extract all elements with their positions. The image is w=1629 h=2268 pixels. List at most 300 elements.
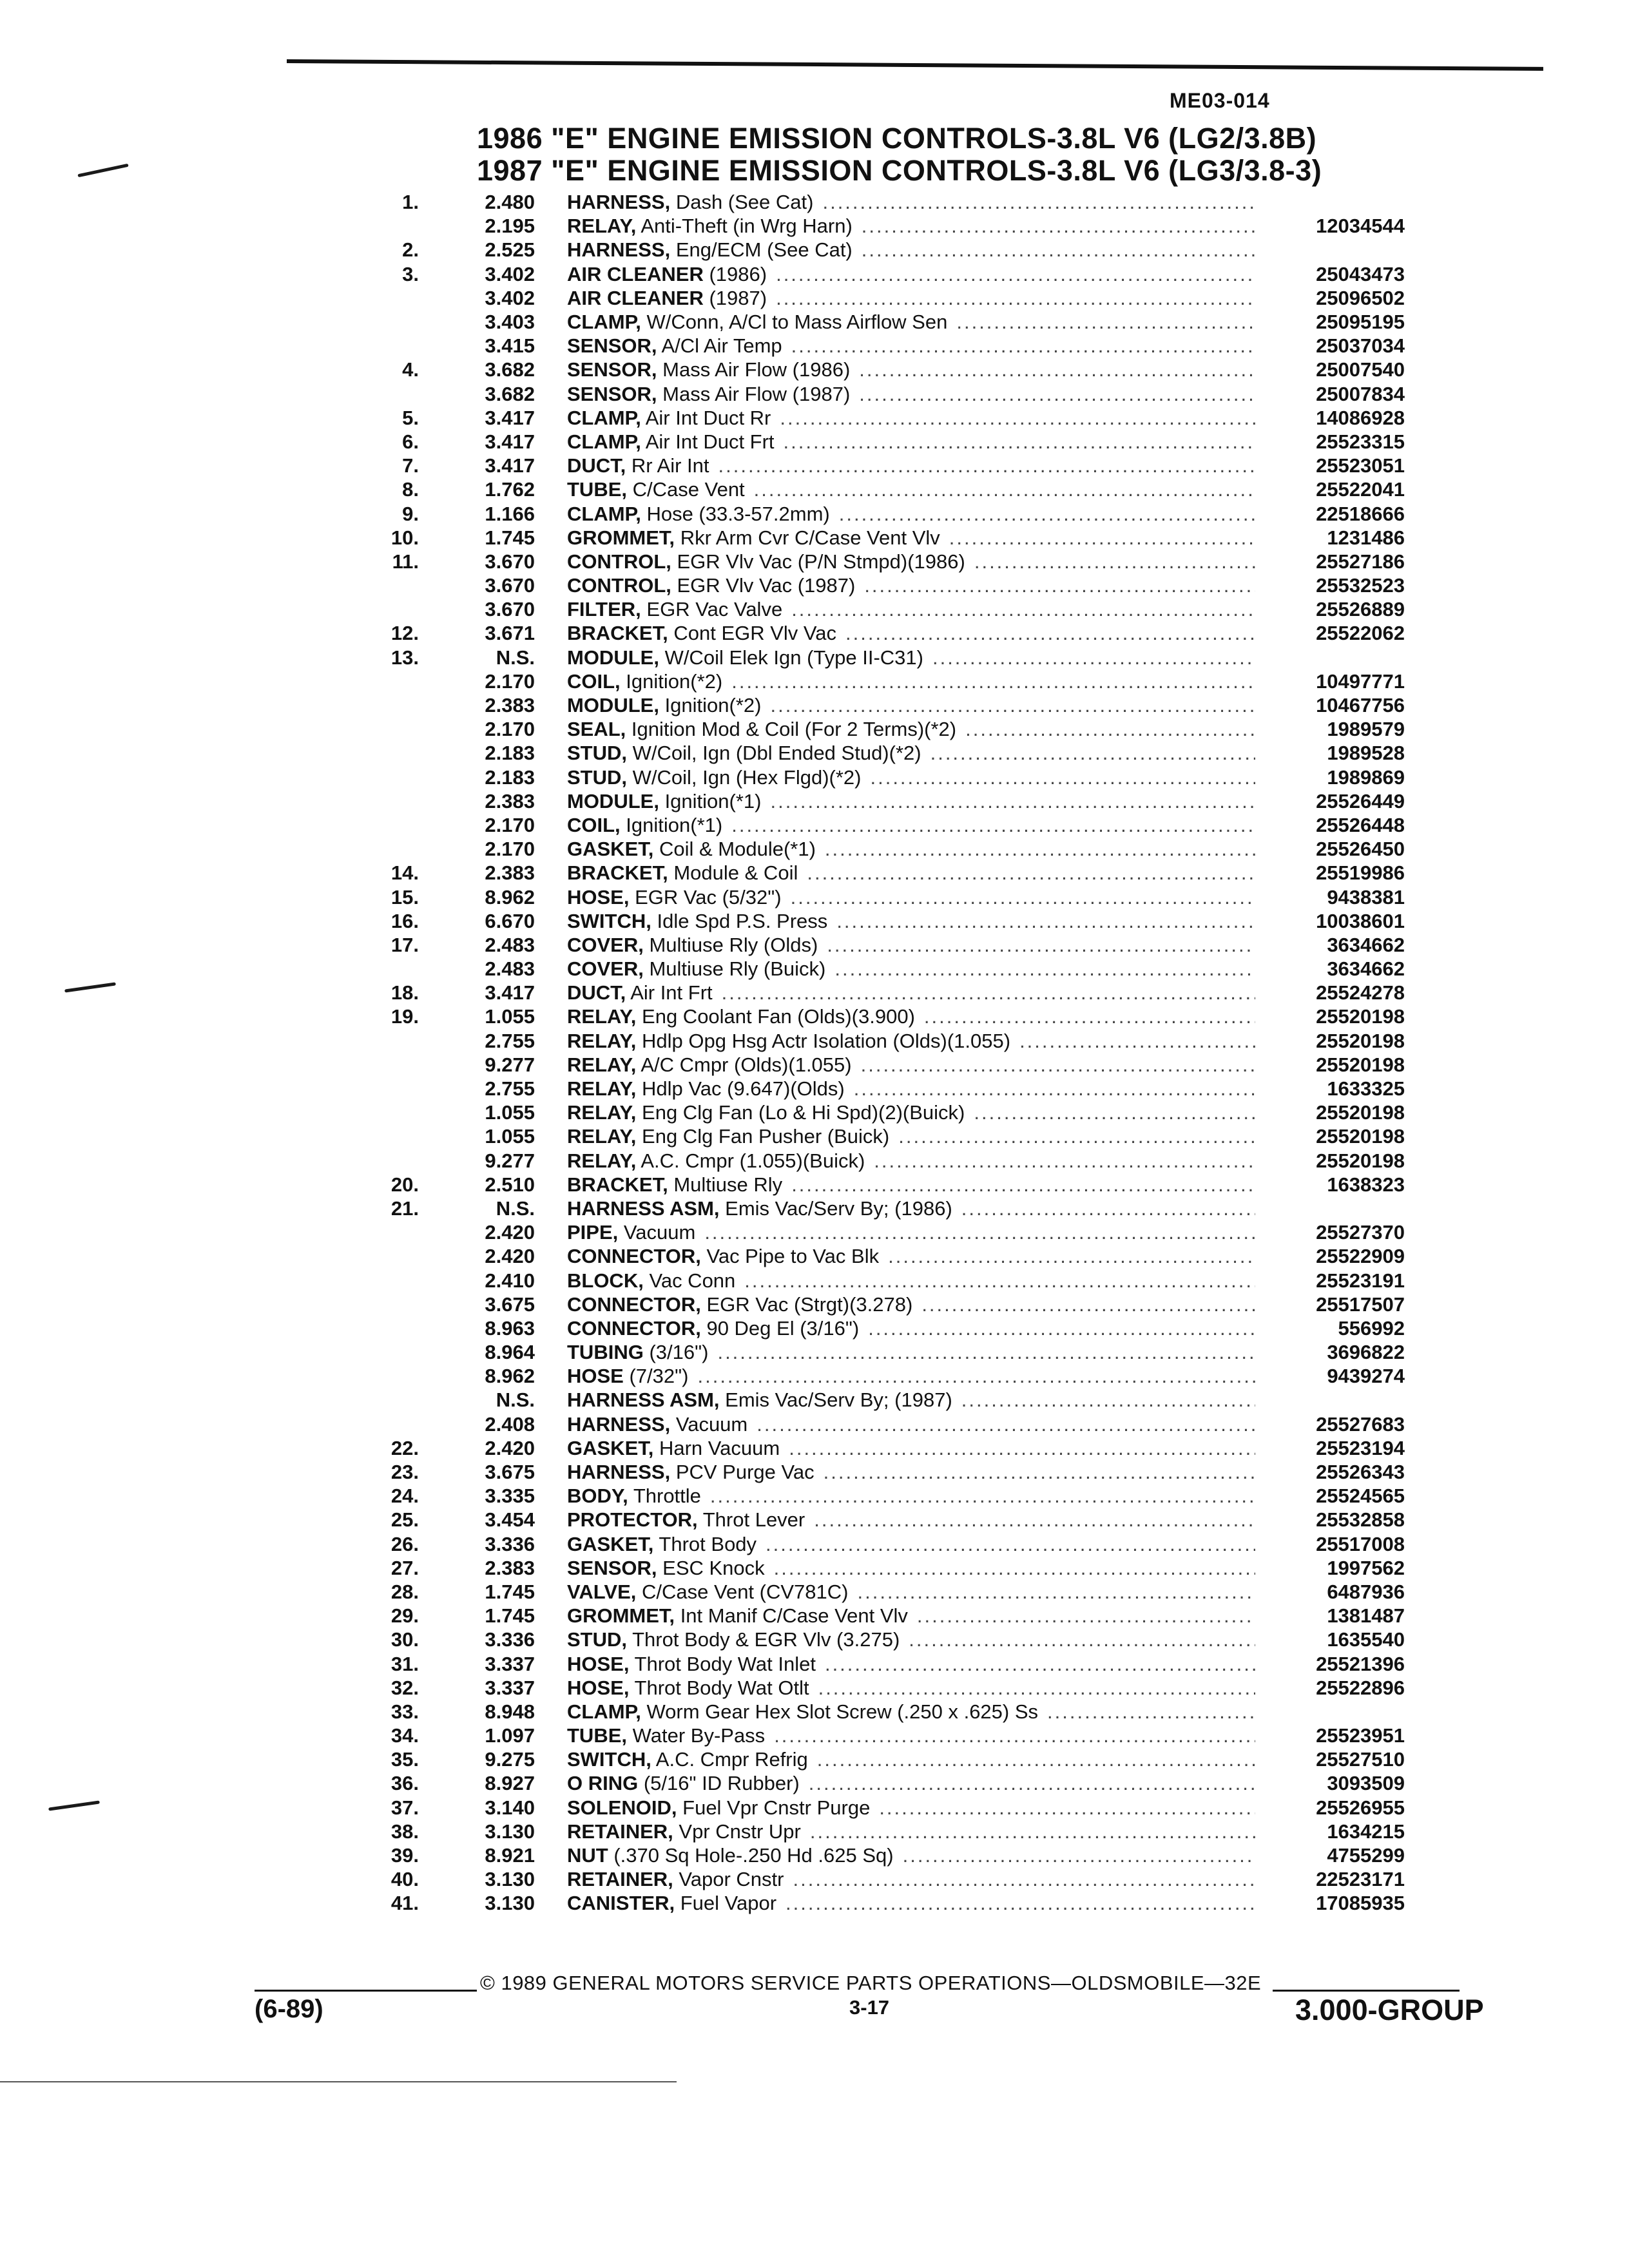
part-number: 1635540: [1327, 1628, 1405, 1651]
part-description: [567, 1484, 1255, 1508]
part-name: CLAMP,: [567, 311, 641, 334]
part-description: [567, 1293, 1255, 1316]
part-name: HARNESS,: [567, 1461, 671, 1484]
table-row: [348, 334, 1405, 358]
leader-dots: [813, 190, 1255, 214]
group-number: 1.745: [485, 1604, 535, 1628]
part-detail: Harn Vacuum: [659, 1436, 780, 1459]
part-number: 1633325: [1327, 1077, 1405, 1100]
part-name: SENSOR,: [567, 1556, 657, 1579]
group-number: 2.195: [485, 215, 535, 238]
group-number: 1.055: [485, 1125, 535, 1148]
table-row: [348, 1077, 1405, 1100]
leader-dots: [900, 1628, 1255, 1651]
part-description: [567, 190, 1255, 214]
part-detail: Vapor Cnstr: [679, 1868, 784, 1891]
group-number: N.S.: [496, 1389, 535, 1412]
ref-number: 30.: [390, 1628, 419, 1651]
group-number: 2.483: [485, 957, 535, 981]
ref-number: 2.: [402, 238, 419, 262]
group-number: 8.927: [485, 1772, 535, 1795]
part-detail: (1986): [709, 262, 767, 285]
part-description: [567, 1149, 1255, 1173]
ref-number: 36.: [390, 1772, 419, 1795]
part-description: [567, 597, 1255, 621]
leader-dots: [775, 430, 1255, 454]
part-name: GASKET,: [567, 1532, 654, 1555]
part-name: SWITCH,: [567, 909, 651, 932]
part-detail: Hose (33.3-57.2mm): [646, 502, 830, 525]
date-code: (6-89): [255, 1995, 323, 2023]
leader-dots: [771, 406, 1255, 430]
part-number: 25522909: [1316, 1245, 1405, 1268]
part-name: TUBE,: [567, 1724, 627, 1747]
part-number: 25522896: [1316, 1676, 1405, 1699]
part-number: 25524565: [1316, 1485, 1405, 1508]
leader-dots: [816, 1652, 1255, 1676]
group-number: 1.055: [485, 1101, 535, 1124]
part-number: 1989528: [1327, 742, 1405, 765]
part-name: HOSE,: [567, 1676, 630, 1699]
leader-dots: [761, 693, 1255, 717]
group-number: 2.755: [485, 1077, 535, 1100]
leader-dots: [747, 1412, 1255, 1436]
group-number: 8.921: [485, 1844, 535, 1867]
part-description: [567, 1867, 1255, 1891]
table-row: [348, 861, 1405, 885]
table-row: [348, 646, 1405, 669]
part-detail: (.370 Sq Hole-.250 Hd .625 Sq): [613, 1844, 894, 1867]
group-number: 2.170: [485, 718, 535, 741]
part-detail: Vpr Cnstr Upr: [679, 1820, 801, 1843]
part-name: MODULE,: [567, 789, 659, 812]
group-number: 3.417: [485, 981, 535, 1004]
part-name: PIPE,: [567, 1221, 619, 1244]
part-number: 1997562: [1327, 1556, 1405, 1579]
leader-dots: [853, 238, 1255, 262]
part-number: 25526450: [1316, 838, 1405, 861]
leader-dots: [965, 1100, 1255, 1124]
part-description: [567, 1700, 1255, 1724]
table-row: [348, 981, 1405, 1004]
part-number: 9438381: [1327, 885, 1405, 908]
part-description: [567, 981, 1255, 1004]
leader-dots: [722, 669, 1255, 693]
ref-number: 8.: [402, 478, 419, 501]
part-description: [567, 1747, 1255, 1771]
part-number: 25517008: [1316, 1532, 1405, 1555]
group-number: 2.410: [485, 1269, 535, 1292]
table-row: [348, 1364, 1405, 1388]
leader-dots: [915, 1004, 1255, 1028]
part-number: 25520198: [1316, 1125, 1405, 1148]
part-number: 25523194: [1316, 1436, 1405, 1459]
part-description: [567, 502, 1255, 526]
ref-number: 31.: [390, 1652, 419, 1675]
leader-dots: [830, 502, 1255, 526]
ref-number: 1.: [402, 191, 419, 214]
part-number: 25527370: [1316, 1221, 1405, 1244]
part-name: BODY,: [567, 1485, 628, 1508]
part-number: 3634662: [1327, 957, 1405, 981]
top-rule: [287, 59, 1543, 71]
part-description: [567, 1004, 1255, 1028]
part-detail: Vacuum: [623, 1221, 696, 1244]
part-name: GROMMET,: [567, 1604, 675, 1628]
part-detail: Ignition Mod & Coil (For 2 Terms)(*2): [631, 718, 957, 741]
part-detail: Emis Vac/Serv By; (1987): [725, 1389, 952, 1412]
part-number: 1231486: [1327, 526, 1405, 549]
part-number: 3634662: [1327, 933, 1405, 956]
table-row: [348, 1891, 1405, 1915]
part-description: [567, 885, 1255, 909]
part-detail: Anti-Theft (in Wrg Harn): [641, 215, 853, 238]
part-name: RELAY,: [567, 215, 637, 238]
part-name: GROMMET,: [567, 526, 675, 549]
leader-dots: [701, 1484, 1255, 1508]
leader-dots: [801, 1820, 1255, 1843]
part-name: AIR CLEANER: [567, 286, 704, 309]
part-description: [567, 741, 1255, 765]
part-number: 22518666: [1316, 502, 1405, 525]
part-name: COIL,: [567, 669, 621, 693]
leader-dots: [825, 957, 1255, 981]
table-row: [348, 789, 1405, 813]
part-name: O RING: [567, 1772, 639, 1795]
part-detail: (5/16" ID Rubber): [643, 1772, 800, 1795]
leader-dots: [850, 358, 1255, 381]
part-description: [567, 837, 1255, 861]
part-description: [567, 1771, 1255, 1795]
part-detail: Air Int Frt: [630, 981, 713, 1004]
ref-number: 10.: [390, 526, 419, 549]
ref-number: 22.: [390, 1436, 419, 1459]
group-number: 3.670: [485, 598, 535, 621]
part-name: PROTECTOR,: [567, 1508, 698, 1532]
ref-number: 40.: [390, 1868, 419, 1891]
part-detail: Throt Body Wat Inlet: [634, 1652, 816, 1675]
part-name: CONNECTOR,: [567, 1245, 701, 1268]
part-description: [567, 1820, 1255, 1843]
part-detail: Emis Vac/Serv By; (1986): [725, 1196, 952, 1220]
part-name: CANISTER,: [567, 1892, 675, 1915]
leader-dots: [889, 1124, 1255, 1148]
part-number: 25519986: [1316, 861, 1405, 885]
part-detail: A.C. Cmpr Refrig: [655, 1748, 808, 1771]
part-number: 3093509: [1327, 1772, 1405, 1795]
part-detail: Ignition(*1): [664, 789, 762, 812]
part-name: RELAY,: [567, 1125, 637, 1148]
leader-dots: [782, 597, 1255, 621]
table-row: [348, 1484, 1405, 1508]
leader-dots: [908, 1604, 1255, 1628]
part-description: [567, 430, 1255, 454]
leader-dots: [815, 1460, 1255, 1484]
leader-dots: [952, 1388, 1255, 1412]
leader-dots: [782, 334, 1255, 358]
part-name: SEAL,: [567, 718, 626, 741]
table-row: [348, 1820, 1405, 1843]
part-detail: Rkr Arm Cvr C/Case Vent Vlv: [680, 526, 940, 549]
group-number: 2.383: [485, 789, 535, 812]
part-number: 25532523: [1316, 574, 1405, 597]
part-number: 25523951: [1316, 1724, 1405, 1747]
part-description: [567, 334, 1255, 358]
part-name: CLAMP,: [567, 406, 641, 429]
part-description: [567, 1269, 1255, 1293]
ref-number: 37.: [390, 1796, 419, 1819]
table-row: [348, 1747, 1405, 1771]
part-description: [567, 358, 1255, 381]
group-number: 1.762: [485, 478, 535, 501]
part-description: [567, 957, 1255, 981]
table-row: [348, 501, 1405, 525]
leader-dots: [848, 1580, 1255, 1604]
ref-number: 16.: [390, 909, 419, 932]
part-detail: Water By-Pass: [632, 1724, 766, 1747]
part-detail: A.C. Cmpr (1.055)(Buick): [641, 1149, 865, 1172]
table-row: [348, 1412, 1405, 1436]
leader-dots: [850, 382, 1255, 406]
table-row: [348, 238, 1405, 262]
part-name: CONTROL,: [567, 574, 671, 597]
group-number: 2.170: [485, 813, 535, 836]
group-number: 2.420: [485, 1221, 535, 1244]
part-description: [567, 1244, 1255, 1268]
ref-number: 18.: [390, 981, 419, 1004]
part-description: [567, 813, 1255, 837]
part-name: CONNECTOR,: [567, 1316, 701, 1340]
table-row: [348, 1388, 1405, 1412]
part-number: 25526955: [1316, 1796, 1405, 1819]
ref-number: 9.: [402, 502, 419, 525]
leader-dots: [879, 1244, 1255, 1268]
part-description: [567, 382, 1255, 406]
group-number: 3.130: [485, 1892, 535, 1915]
ref-number: 5.: [402, 406, 419, 429]
group-number: 8.948: [485, 1700, 535, 1723]
part-detail: Vacuum: [675, 1412, 748, 1436]
part-number: 25517507: [1316, 1293, 1405, 1316]
table-row: [348, 1196, 1405, 1220]
part-number: 22523171: [1316, 1868, 1405, 1891]
part-name: FILTER,: [567, 598, 641, 621]
part-number: 25527510: [1316, 1748, 1405, 1771]
table-row: [348, 765, 1405, 789]
group-number: 2.480: [485, 191, 535, 214]
table-row: [348, 526, 1405, 550]
part-number: 25007540: [1316, 358, 1405, 381]
copyright-text: © 1989 GENERAL MOTORS SERVICE PARTS OPERATIONS—OLDSMOBILE—32E: [480, 1972, 1262, 1994]
ref-number: 11.: [392, 550, 419, 573]
group-number: 3.337: [485, 1676, 535, 1699]
table-row: [348, 1651, 1405, 1675]
table-row: [348, 693, 1405, 717]
group-number: 3.335: [485, 1485, 535, 1508]
part-detail: ESC Knock: [662, 1556, 765, 1579]
part-name: CONTROL,: [567, 550, 671, 573]
ref-number: 12.: [390, 622, 419, 645]
table-row: [348, 1700, 1405, 1724]
part-name: DUCT,: [567, 454, 626, 477]
part-detail: 90 Deg El (3/16"): [706, 1316, 860, 1340]
part-number: 10467756: [1316, 694, 1405, 717]
part-number: 25526343: [1316, 1461, 1405, 1484]
part-number: 25526449: [1316, 789, 1405, 812]
part-name: SOLENOID,: [567, 1796, 677, 1819]
part-name: BLOCK,: [567, 1269, 644, 1292]
leader-dots: [805, 1508, 1255, 1532]
part-number: 14086928: [1316, 406, 1405, 429]
leader-dots: [761, 789, 1255, 813]
part-description: [567, 1580, 1255, 1604]
table-row: [348, 1053, 1405, 1077]
part-name: VALVE,: [567, 1580, 637, 1603]
table-row: [348, 885, 1405, 908]
ref-number: 15.: [390, 885, 419, 908]
table-row: [348, 358, 1405, 381]
table-row: [348, 1149, 1405, 1173]
footer-rule-right: [1273, 1990, 1460, 1992]
group-number: 3.337: [485, 1652, 535, 1675]
part-detail: Fuel Vapor: [680, 1892, 777, 1915]
group-number: 3.130: [485, 1820, 535, 1843]
part-number: 25521396: [1316, 1652, 1405, 1675]
table-row: [348, 669, 1405, 693]
leader-dots: [765, 1724, 1255, 1747]
part-number: 10497771: [1316, 669, 1405, 693]
leader-dots: [952, 1196, 1255, 1220]
part-detail: Mass Air Flow (1986): [662, 358, 851, 381]
part-name: SENSOR,: [567, 334, 657, 358]
part-detail: Ignition(*2): [664, 694, 762, 717]
group-number: 2.183: [485, 742, 535, 765]
table-row: [348, 1676, 1405, 1700]
part-description: [567, 1460, 1255, 1484]
part-name: SENSOR,: [567, 382, 657, 405]
part-detail: Air Int Duct Frt: [645, 430, 775, 453]
leader-dots: [855, 573, 1255, 597]
leader-dots: [708, 1340, 1255, 1364]
part-number: 6487936: [1327, 1580, 1405, 1603]
part-detail: EGR Vac Valve: [646, 598, 783, 621]
part-detail: Coil & Module(*1): [659, 838, 816, 861]
group-number: 2.408: [485, 1412, 535, 1436]
part-detail: W/Conn, A/Cl to Mass Airflow Sen: [646, 311, 948, 334]
group-number: 8.962: [485, 1365, 535, 1388]
table-row: [348, 837, 1405, 861]
part-name: SENSOR,: [567, 358, 657, 381]
leader-dots: [709, 454, 1256, 477]
part-description: [567, 1412, 1255, 1436]
group-number: 2.755: [485, 1029, 535, 1052]
part-name: NUT: [567, 1844, 608, 1867]
leader-dots: [713, 981, 1255, 1004]
part-name: CLAMP,: [567, 430, 641, 453]
part-number: 25532858: [1316, 1508, 1405, 1532]
group-number: 3.403: [485, 311, 535, 334]
group-number: 3.415: [485, 334, 535, 358]
part-number: 556992: [1338, 1316, 1405, 1340]
ref-number: 39.: [390, 1844, 419, 1867]
part-name: BRACKET,: [567, 861, 668, 885]
leader-dots: [865, 1149, 1255, 1173]
part-description: [567, 1388, 1255, 1412]
group-number: 2.525: [485, 238, 535, 262]
group-number: 2.483: [485, 933, 535, 956]
margin-mark: [64, 982, 116, 992]
part-detail: Dash (See Cat): [675, 191, 814, 214]
page-titles: [477, 122, 1347, 187]
part-name: CLAMP,: [567, 502, 641, 525]
part-description: [567, 1316, 1255, 1340]
margin-mark: [48, 1800, 100, 1811]
part-detail: A/Cl Air Temp: [661, 334, 782, 358]
table-row: [348, 957, 1405, 981]
part-number: 1381487: [1327, 1604, 1405, 1628]
group-number: 1.055: [485, 1005, 535, 1028]
part-detail: W/Coil, Ign (Hex Flgd)(*2): [632, 765, 862, 789]
leader-dots: [695, 1220, 1255, 1244]
part-description: [567, 1077, 1255, 1100]
part-name: SWITCH,: [567, 1748, 651, 1771]
part-number: 1634215: [1327, 1820, 1405, 1843]
part-detail: Throt Lever: [702, 1508, 805, 1532]
part-number: 25524278: [1316, 981, 1405, 1004]
part-name: STUD,: [567, 742, 627, 765]
part-description: [567, 1891, 1255, 1915]
part-number: 25520198: [1316, 1149, 1405, 1172]
part-detail: Eng Clg Fan Pusher (Buick): [642, 1125, 890, 1148]
table-row: [348, 1340, 1405, 1364]
part-name: DUCT,: [567, 981, 626, 1004]
ref-number: 35.: [390, 1748, 419, 1771]
part-name: HOSE: [567, 1365, 624, 1388]
part-detail: EGR Vac (Strgt)(3.278): [706, 1293, 913, 1316]
ref-number: 24.: [390, 1485, 419, 1508]
table-row: [348, 454, 1405, 477]
part-name: RELAY,: [567, 1149, 637, 1172]
part-number: 10038601: [1316, 909, 1405, 932]
part-number: 25523051: [1316, 454, 1405, 477]
ref-number: 7.: [402, 454, 419, 477]
part-name: RELAY,: [567, 1005, 637, 1028]
leader-dots: [965, 550, 1255, 573]
part-description: [567, 1340, 1255, 1364]
part-name: MODULE,: [567, 694, 659, 717]
table-row: [348, 741, 1405, 765]
ref-number: 32.: [390, 1676, 419, 1699]
part-detail: Mass Air Flow (1987): [662, 382, 851, 405]
group-number: 3.402: [485, 286, 535, 309]
part-detail: Throt Body: [659, 1532, 757, 1555]
leader-dots: [894, 1843, 1255, 1867]
part-number: 25522041: [1316, 478, 1405, 501]
part-detail: Module & Coil: [673, 861, 798, 885]
part-description: [567, 1796, 1255, 1820]
table-row: [348, 909, 1405, 933]
part-number: 25520198: [1316, 1029, 1405, 1052]
table-row: [348, 1316, 1405, 1340]
table-row: [348, 813, 1405, 837]
leader-dots: [816, 837, 1255, 861]
part-name: RETAINER,: [567, 1868, 673, 1891]
group-number: N.S.: [496, 646, 535, 669]
table-row: [348, 1580, 1405, 1604]
leader-dots: [757, 1532, 1255, 1556]
part-number: 9439274: [1327, 1365, 1405, 1388]
page-number: 3-17: [849, 1996, 890, 2019]
